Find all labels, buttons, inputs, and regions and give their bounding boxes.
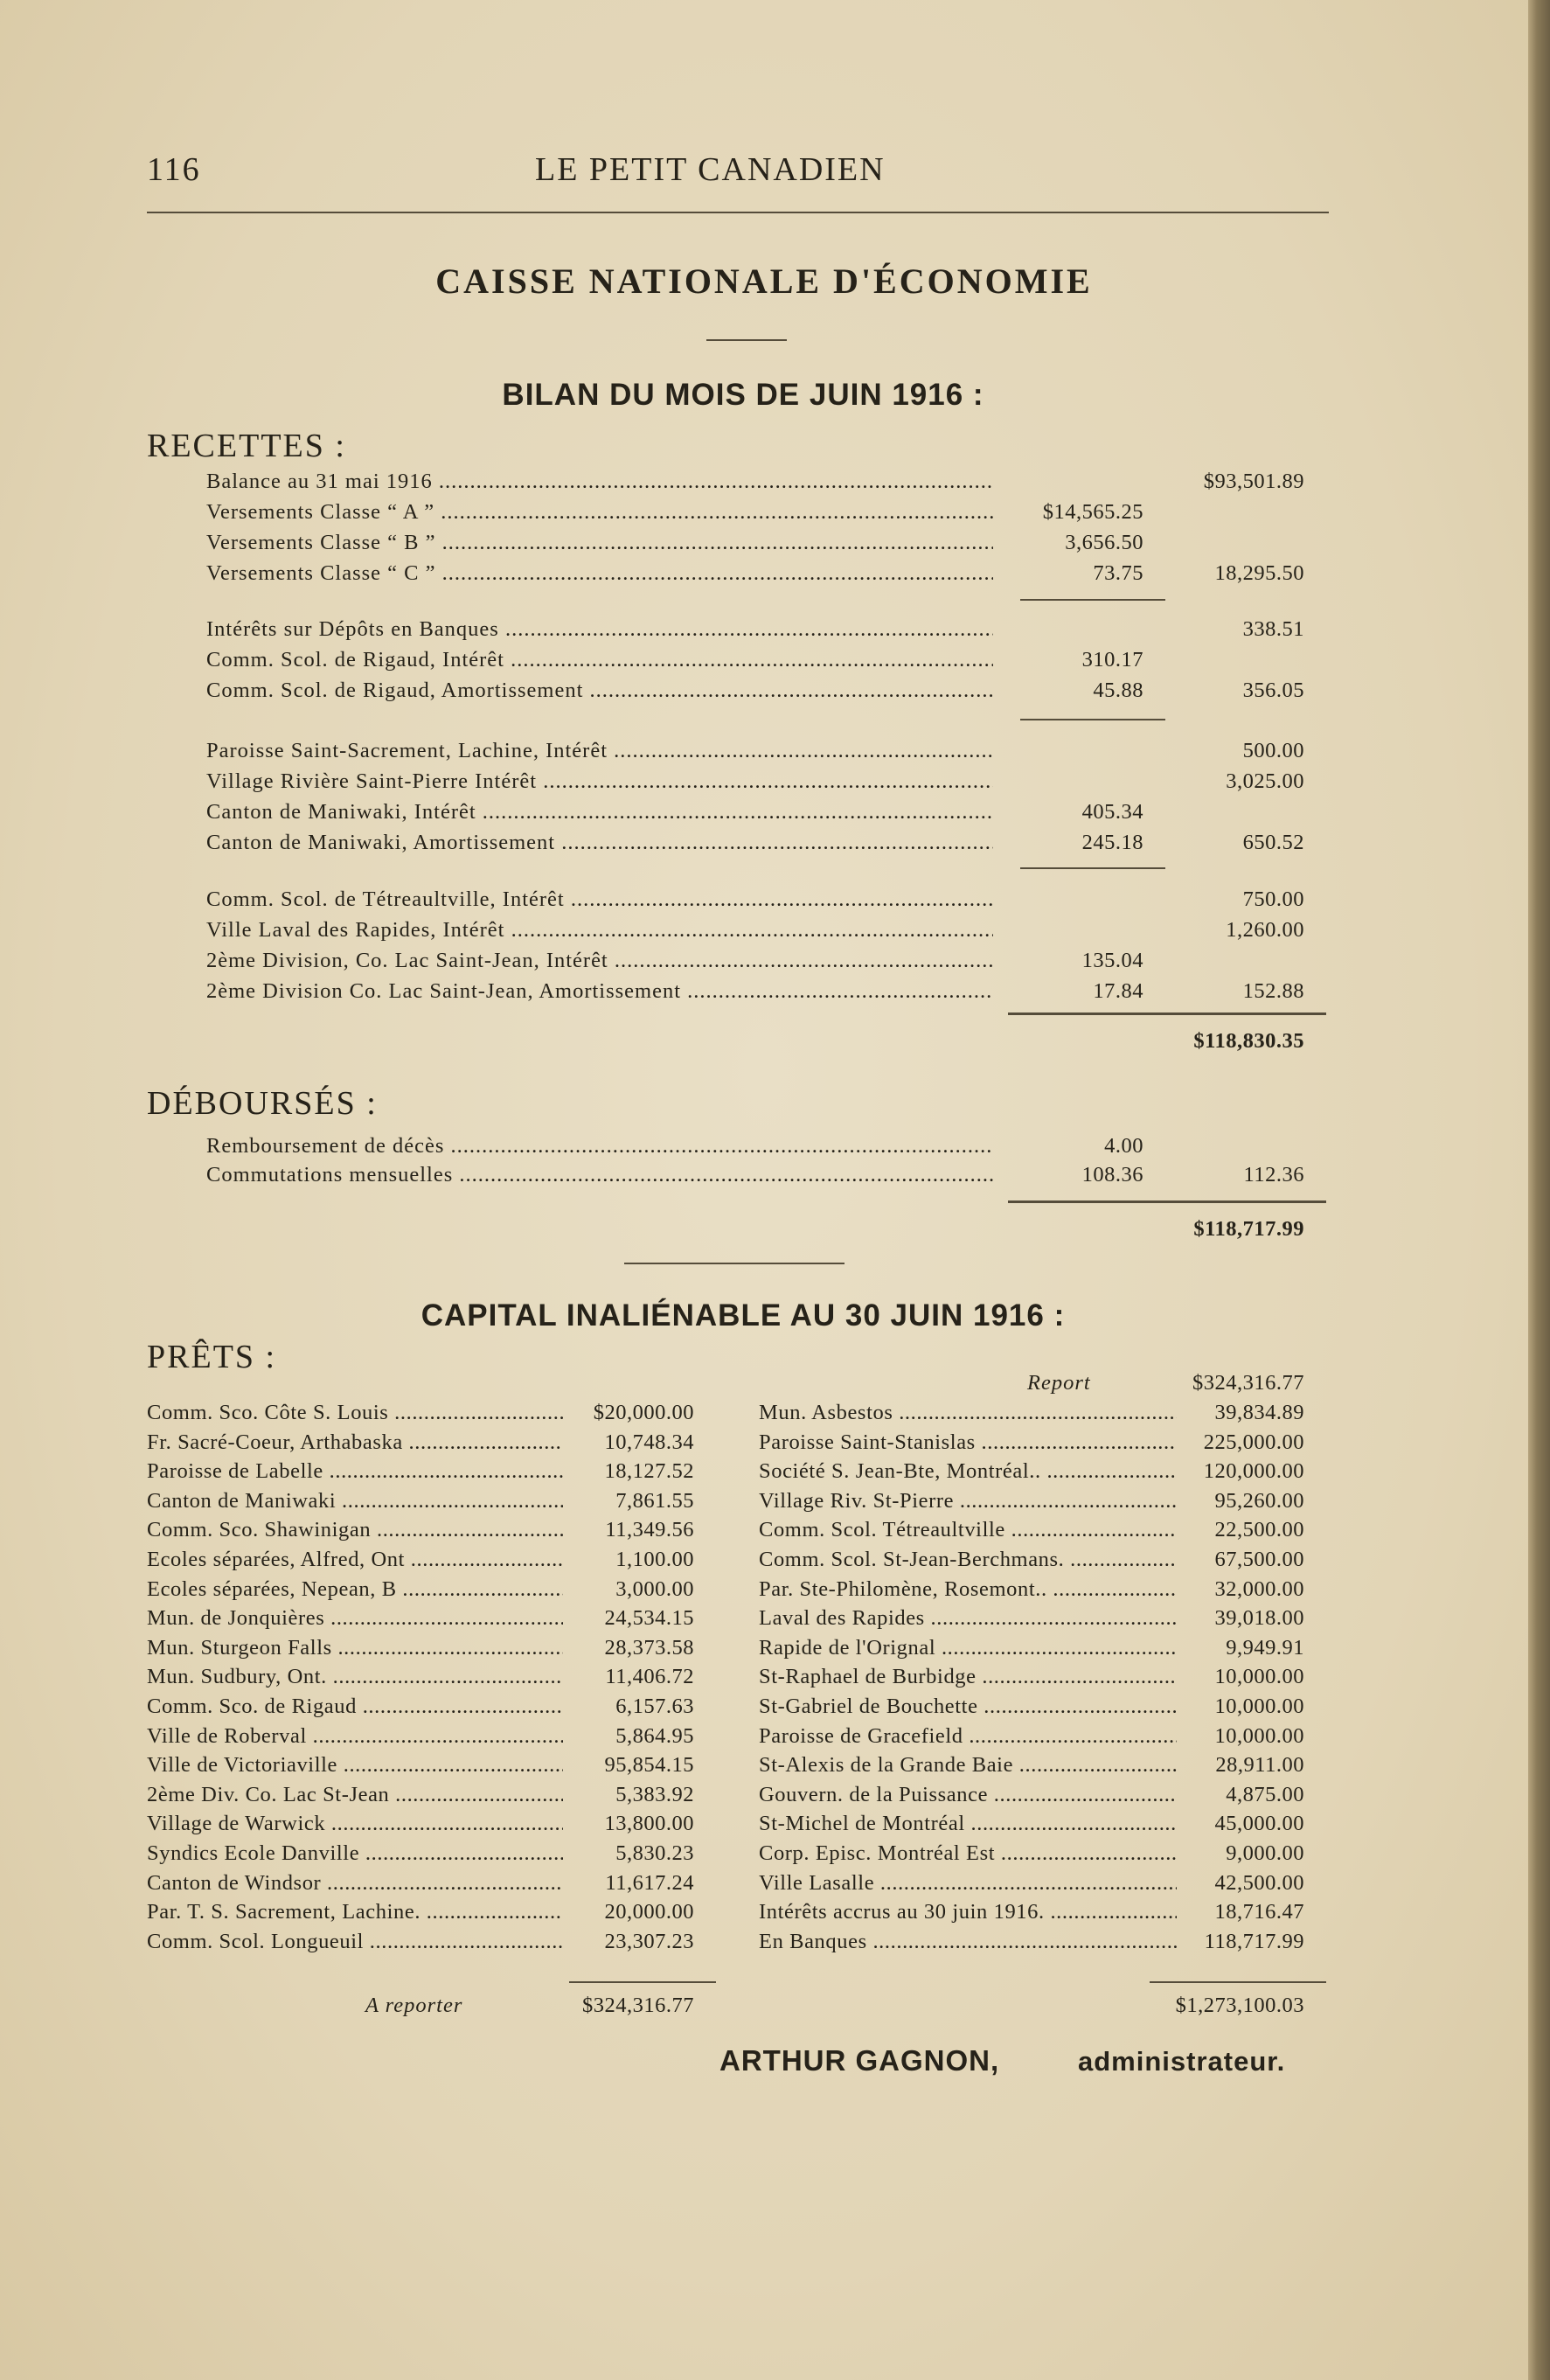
a-reporter-label: A reporter	[365, 1994, 463, 2017]
debourses-heading: DÉBOURSÉS :	[147, 1085, 378, 1122]
prets-left-amount: 20,000.00	[604, 1900, 694, 1924]
prets-right-label: Ville Lasalle .....	[759, 1871, 1177, 1896]
recettes-row-right: 3,025.00	[1226, 769, 1304, 793]
recettes-total: $118,830.35	[1193, 1029, 1304, 1053]
prets-right-amount: 9,949.91	[1226, 1635, 1304, 1660]
left-total-rule	[569, 1981, 716, 1983]
recettes-row-label: Comm. Scol. de Tétreaultville, Intérêt .....	[206, 887, 993, 912]
prets-right-amount: 95,260.00	[1214, 1488, 1304, 1513]
prets-right-label: St-Michel de Montréal .....	[759, 1812, 1177, 1836]
recettes-row-mid: 3,656.50	[1065, 531, 1143, 554]
recettes-row-right: $93,501.89	[1203, 470, 1304, 493]
prets-right-label: Paroisse Saint-Stanislas .....	[759, 1430, 1177, 1455]
prets-left-amount: 11,349.56	[605, 1518, 694, 1542]
recettes-row-label: Ville Laval des Rapides, Intérêt .....	[206, 918, 993, 943]
bilan-title: BILAN DU MOIS DE JUIN 1916 :	[502, 378, 984, 412]
prets-right-label: Paroisse de Gracefield .....	[759, 1724, 1177, 1749]
right-total: $1,273,100.03	[1175, 1994, 1304, 2017]
prets-left-label: Village de Warwick .....	[147, 1812, 563, 1836]
prets-left-label: Paroisse de Labelle .....	[147, 1459, 563, 1484]
prets-left-label: Mun. de Jonquières .....	[147, 1606, 563, 1631]
recettes-row-label: Comm. Scol. de Rigaud, Amortissement .....	[206, 679, 993, 703]
recettes-row-mid: 45.88	[1093, 679, 1143, 702]
prets-right-amount: 28,911.00	[1215, 1753, 1304, 1778]
prets-left-amount: 7,861.55	[615, 1488, 694, 1513]
prets-right-label: Comm. Scol. St-Jean-Berchmans. .....	[759, 1548, 1177, 1572]
recettes-row-right: 750.00	[1242, 887, 1304, 911]
prets-left-amount: 18,127.52	[604, 1459, 694, 1484]
subtotal-rule	[1020, 867, 1165, 869]
prets-left-label: Ville de Roberval .....	[147, 1724, 563, 1749]
prets-left-label: Comm. Sco. Côte S. Louis .....	[147, 1401, 563, 1425]
prets-right-label: Comm. Scol. Tétreaultville .....	[759, 1518, 1177, 1542]
recettes-row-label: Intérêts sur Dépôts en Banques .....	[206, 617, 993, 642]
recettes-row-right: 338.51	[1242, 617, 1304, 641]
prets-right-amount: 32,000.00	[1214, 1576, 1304, 1601]
prets-left-label: Comm. Scol. Longueuil .....	[147, 1930, 563, 1954]
main-title: CAISSE NATIONALE D'ÉCONOMIE	[435, 261, 1093, 301]
prets-left-label: Ecoles séparées, Nepean, B .....	[147, 1577, 563, 1602]
recettes-row-label: Versements Classe “ A ” .....	[206, 500, 993, 525]
recettes-row-label: Canton de Maniwaki, Intérêt .....	[206, 800, 993, 825]
prets-right-amount: 45,000.00	[1214, 1812, 1304, 1836]
running-title: LE PETIT CANADIEN	[535, 151, 886, 188]
recettes-row-label: Canton de Maniwaki, Amortissement .....	[206, 831, 993, 855]
prets-left-amount: 11,406.72	[605, 1665, 694, 1689]
prets-left-amount: 1,100.00	[615, 1548, 694, 1571]
prets-right-amount: 120,000.00	[1203, 1459, 1304, 1484]
prets-right-label: En Banques .....	[759, 1930, 1177, 1954]
section-divider	[624, 1263, 845, 1264]
prets-left-amount: 95,854.15	[604, 1753, 694, 1778]
debourses-row-label: Commutations mensuelles .....	[206, 1163, 993, 1187]
recettes-heading: RECETTES :	[147, 428, 346, 464]
report-amount: $324,316.77	[1192, 1371, 1304, 1395]
prets-left-label: Comm. Sco. Shawinigan .....	[147, 1518, 563, 1542]
recettes-row-label: 2ème Division Co. Lac Saint-Jean, Amortissement .....	[206, 979, 993, 1004]
prets-left-amount: 28,373.58	[604, 1635, 694, 1660]
report-label: Report	[1027, 1371, 1091, 1395]
header-rule	[147, 212, 1329, 213]
debourses-total: $118,717.99	[1193, 1217, 1304, 1241]
recettes-row-label: Paroisse Saint-Sacrement, Lachine, Intérêt .....	[206, 739, 993, 763]
prets-left-label: Ville de Victoriaville .....	[147, 1753, 563, 1778]
prets-left-amount: 13,800.00	[604, 1812, 694, 1836]
prets-left-amount: 5,830.23	[615, 1841, 694, 1865]
prets-right-label: St-Raphael de Burbidge .....	[759, 1665, 1177, 1689]
debourses-row-label: Remboursement de décès .....	[206, 1134, 993, 1159]
prets-right-amount: 39,834.89	[1214, 1401, 1304, 1424]
prets-right-amount: 22,500.00	[1214, 1518, 1304, 1542]
prets-left-amount: 6,157.63	[615, 1695, 694, 1718]
prets-left-label: Canton de Maniwaki .....	[147, 1489, 563, 1514]
recettes-row-label: Village Rivière Saint-Pierre Intérêt .....	[206, 769, 993, 794]
prets-right-amount: 18,716.47	[1214, 1900, 1304, 1924]
capital-title: CAPITAL INALIÉNABLE AU 30 JUIN 1916 :	[421, 1298, 1066, 1333]
recettes-row-right: 356.05	[1242, 679, 1304, 702]
recettes-row-mid: 310.17	[1081, 648, 1143, 672]
prets-right-amount: 9,000.00	[1226, 1841, 1304, 1865]
prets-left-label: Ecoles séparées, Alfred, Ont .....	[147, 1548, 563, 1572]
prets-right-amount: 118,717.99	[1204, 1929, 1304, 1953]
debourses-row-mid: 4.00	[1104, 1134, 1143, 1158]
recettes-row-right: 18,295.50	[1214, 561, 1304, 585]
prets-left-amount: 3,000.00	[615, 1576, 694, 1601]
prets-right-label: Rapide de l'Orignal .....	[759, 1636, 1177, 1660]
prets-right-label: Mun. Asbestos .....	[759, 1401, 1177, 1425]
page-number: 116	[147, 151, 201, 188]
recettes-row-mid: 405.34	[1081, 800, 1143, 824]
prets-right-amount: 225,000.00	[1203, 1430, 1304, 1454]
recettes-row-mid: 245.18	[1081, 831, 1143, 854]
recettes-row-label: Versements Classe “ C ” .....	[206, 561, 993, 586]
prets-right-label: Village Riv. St-Pierre .....	[759, 1489, 1177, 1514]
prets-left-label: Syndics Ecole Danville .....	[147, 1841, 563, 1866]
recettes-row-label: Versements Classe “ B ” .....	[206, 531, 993, 555]
prets-right-amount: 10,000.00	[1214, 1665, 1304, 1689]
recettes-row-right: 500.00	[1242, 739, 1304, 762]
debourses-row-mid: 108.36	[1081, 1163, 1143, 1187]
recettes-row-mid: $14,565.25	[1042, 500, 1143, 524]
prets-left-amount: 5,383.92	[615, 1782, 694, 1806]
recettes-row-right: 152.88	[1242, 979, 1304, 1003]
recettes-row-label: 2ème Division, Co. Lac Saint-Jean, Intérêt .....	[206, 949, 993, 973]
subtotal-rule	[1020, 719, 1165, 720]
prets-left-amount: 11,617.24	[605, 1870, 694, 1895]
prets-right-amount: 4,875.00	[1226, 1782, 1304, 1806]
recettes-row-mid: 73.75	[1093, 561, 1143, 585]
prets-right-label: Gouvern. de la Puissance .....	[759, 1783, 1177, 1807]
prets-right-label: Laval des Rapides .....	[759, 1606, 1177, 1631]
prets-right-amount: 10,000.00	[1214, 1723, 1304, 1748]
prets-left-label: Par. T. S. Sacrement, Lachine. .....	[147, 1900, 563, 1924]
recettes-row-mid: 135.04	[1081, 949, 1143, 972]
recettes-row-mid: 17.84	[1093, 979, 1143, 1003]
prets-right-label: St-Gabriel de Bouchette .....	[759, 1695, 1177, 1719]
prets-right-amount: 67,500.00	[1214, 1548, 1304, 1571]
prets-right-label: Société S. Jean-Bte, Montréal.. .....	[759, 1459, 1177, 1484]
left-total: $324,316.77	[582, 1994, 694, 2017]
recettes-row-right: 650.52	[1242, 831, 1304, 854]
prets-left-label: Comm. Sco. de Rigaud .....	[147, 1695, 563, 1719]
prets-left-label: Mun. Sudbury, Ont. .....	[147, 1665, 563, 1689]
recettes-row-label: Balance au 31 mai 1916 .....	[206, 470, 993, 494]
prets-left-label: Fr. Sacré-Coeur, Arthabaska .....	[147, 1430, 563, 1455]
prets-right-label: Par. Ste-Philomène, Rosemont.. .....	[759, 1577, 1177, 1602]
total-rule	[1008, 1200, 1326, 1203]
title-divider	[706, 339, 787, 341]
prets-right-amount: 39,018.00	[1214, 1606, 1304, 1631]
prets-left-amount: 5,864.95	[615, 1723, 694, 1748]
prets-heading: PRÊTS :	[147, 1339, 277, 1375]
prets-right-amount: 10,000.00	[1214, 1695, 1304, 1718]
page-edge	[1528, 0, 1550, 2380]
prets-left-amount: $20,000.00	[593, 1401, 694, 1424]
prets-left-amount: 23,307.23	[604, 1929, 694, 1953]
prets-right-label: Intérêts accrus au 30 juin 1916. .....	[759, 1900, 1177, 1924]
prets-left-amount: 10,748.34	[604, 1430, 694, 1454]
recettes-row-label: Comm. Scol. de Rigaud, Intérêt .....	[206, 648, 993, 672]
total-rule	[1008, 1013, 1326, 1015]
signature-name: ARTHUR GAGNON,	[719, 2044, 1000, 2077]
subtotal-rule	[1020, 599, 1165, 601]
recettes-row-right: 1,260.00	[1226, 918, 1304, 942]
prets-right-label: Corp. Episc. Montréal Est .....	[759, 1841, 1177, 1866]
prets-right-amount: 42,500.00	[1214, 1870, 1304, 1895]
right-total-rule	[1150, 1981, 1326, 1983]
prets-left-amount: 24,534.15	[604, 1606, 694, 1631]
debourses-row-right: 112.36	[1243, 1163, 1304, 1187]
prets-left-label: 2ème Div. Co. Lac St-Jean .....	[147, 1783, 563, 1807]
signature-role: administrateur.	[1078, 2046, 1286, 2077]
prets-left-label: Mun. Sturgeon Falls .....	[147, 1636, 563, 1660]
prets-right-label: St-Alexis de la Grande Baie .....	[759, 1753, 1177, 1778]
prets-left-label: Canton de Windsor .....	[147, 1871, 563, 1896]
